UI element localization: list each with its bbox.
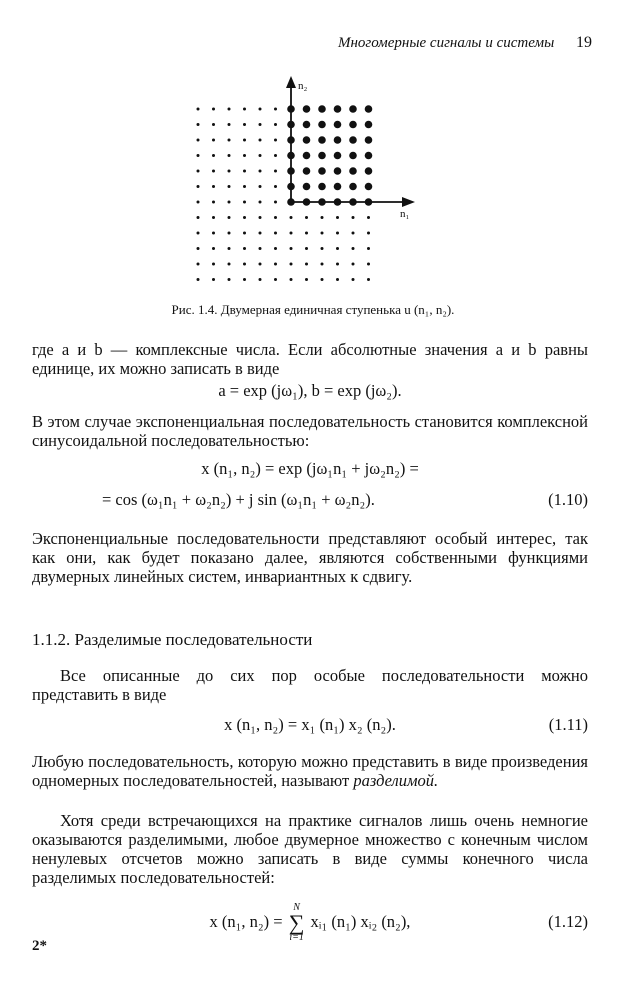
equation-ab-expression: a = exp (jω₁), b = exp (jω₂). xyxy=(218,381,402,400)
summation-sign: ∑ xyxy=(288,910,305,936)
sample-dot-zero xyxy=(228,263,231,266)
sample-dot-zero xyxy=(336,216,339,219)
sample-dot-zero xyxy=(274,123,277,126)
sample-dot-zero xyxy=(352,216,355,219)
sample-dot-one xyxy=(349,136,357,144)
sample-dot-zero xyxy=(228,139,231,142)
sample-dot-zero xyxy=(228,154,231,157)
sample-dot-zero xyxy=(274,201,277,204)
sample-dot-one xyxy=(303,152,311,160)
equation-1-12 xyxy=(32,902,588,942)
sample-dot-zero xyxy=(228,232,231,235)
sample-dot-one xyxy=(349,198,357,206)
sample-dot-one xyxy=(365,198,373,206)
sample-dot-one xyxy=(349,121,357,129)
sample-dot-zero xyxy=(290,247,293,250)
sample-dot-one xyxy=(365,183,373,191)
sample-dot-zero xyxy=(197,263,200,266)
sample-dot-zero xyxy=(197,185,200,188)
sample-dot-zero xyxy=(305,216,308,219)
n1-axis-arrow xyxy=(402,197,415,207)
sample-dot-zero xyxy=(243,263,246,266)
sample-dot-zero xyxy=(274,263,277,266)
n1-axis-label: n₁ xyxy=(400,208,410,220)
sample-dot-zero xyxy=(305,278,308,281)
sample-dot-one xyxy=(349,105,357,113)
sample-dot-one xyxy=(334,167,342,175)
sample-dot-zero xyxy=(243,185,246,188)
sample-dot-zero xyxy=(243,139,246,142)
sample-dot-one xyxy=(318,136,326,144)
sample-dot-zero xyxy=(259,263,262,266)
sample-dot-zero xyxy=(367,232,370,235)
paragraph-text: Любую последовательность, которую можно представить в виде произведения одномерных последовательностей, называют xyxy=(32,752,588,790)
sample-dot-one xyxy=(303,167,311,175)
sample-dot-one xyxy=(318,167,326,175)
sample-dot-zero xyxy=(274,278,277,281)
sample-dot-zero xyxy=(305,263,308,266)
paragraph: Хотя среди встречающихся на практике сигналов лишь очень немногие оказываются разделимыми, любое двумерное множество с конечным числом ненулевых отсчетов можно записать в виде суммы конечного числа разделимых последовательностей: xyxy=(32,811,588,887)
sample-dot-one xyxy=(365,167,373,175)
sample-dot-zero xyxy=(259,232,262,235)
sample-dot-zero xyxy=(321,263,324,266)
sample-dot-zero xyxy=(228,247,231,250)
running-header xyxy=(338,34,592,52)
equation-number: (1.11) xyxy=(548,715,588,734)
sample-dot-zero xyxy=(197,278,200,281)
sample-dot-zero xyxy=(243,108,246,111)
sample-dot-zero xyxy=(290,232,293,235)
sample-dot-zero xyxy=(243,216,246,219)
sample-dot-zero xyxy=(352,247,355,250)
sample-dot-zero xyxy=(259,216,262,219)
sample-dot-zero xyxy=(352,232,355,235)
sample-dot-zero xyxy=(274,216,277,219)
sample-dot-zero xyxy=(212,108,215,111)
sample-dot-one xyxy=(334,198,342,206)
sample-dot-one xyxy=(287,183,295,191)
sample-dot-one xyxy=(365,136,373,144)
sample-dot-zero xyxy=(197,232,200,235)
sample-dot-zero xyxy=(336,232,339,235)
sample-dot-zero xyxy=(243,247,246,250)
sample-dot-one xyxy=(349,183,357,191)
summation xyxy=(289,903,305,943)
sample-dot-one xyxy=(303,121,311,129)
sample-dot-one xyxy=(349,167,357,175)
sample-dot-one xyxy=(365,105,373,113)
sample-dot-zero xyxy=(197,247,200,250)
sample-dot-one xyxy=(334,183,342,191)
sample-dot-zero xyxy=(212,201,215,204)
equation-number: (1.12) xyxy=(548,912,588,931)
sample-dot-zero xyxy=(259,139,262,142)
sample-dot-zero xyxy=(290,263,293,266)
sample-dot-zero xyxy=(321,216,324,219)
n2-axis-label: n₂ xyxy=(298,80,308,92)
sample-dot-zero xyxy=(321,247,324,250)
signature-mark: 2* xyxy=(32,938,47,954)
sample-dot-zero xyxy=(228,278,231,281)
sample-dot-zero xyxy=(197,201,200,204)
equation-1-12-expression xyxy=(32,902,588,943)
sample-dot-zero xyxy=(212,139,215,142)
sample-dot-one xyxy=(318,105,326,113)
sample-dot-one xyxy=(318,183,326,191)
sample-dot-zero xyxy=(212,263,215,266)
sample-dot-one xyxy=(365,121,373,129)
sample-dot-zero xyxy=(336,247,339,250)
sample-dot-one xyxy=(287,167,295,175)
sample-dot-zero xyxy=(352,263,355,266)
sample-dot-zero xyxy=(367,278,370,281)
equation-1-11-expression: x (n₁, n₂) = x₁ (n₁) x₂ (n₂). xyxy=(224,715,396,734)
sample-dot-zero xyxy=(336,263,339,266)
equation-1-12-rhs: xᵢ₁ (n₁) xᵢ₂ (n₂), xyxy=(310,912,411,931)
sample-dot-zero xyxy=(274,108,277,111)
paragraph: Экспоненциальные последовательности представляют особый интерес, так как они, как будет показано далее, являются собственными функциями двумерных линейных систем, инвариантных к сдвигу. xyxy=(32,529,588,586)
sample-dot-zero xyxy=(197,139,200,142)
equation-ab xyxy=(32,380,588,402)
section-heading: 1.1.2. Разделимые последовательности xyxy=(32,630,313,649)
sample-dot-zero xyxy=(259,247,262,250)
paragraph: где a и b — комплексные числа. Если абсолютные значения a и b равны единице, их можно записать в виде xyxy=(32,340,588,378)
sample-dot-zero xyxy=(197,216,200,219)
sample-dot-zero xyxy=(259,108,262,111)
sample-dot-zero xyxy=(259,201,262,204)
sample-dot-one xyxy=(287,121,295,129)
sample-dot-zero xyxy=(321,232,324,235)
sample-dot-one xyxy=(318,152,326,160)
summation-lower-limit: i=1 xyxy=(289,932,304,944)
sample-dot-zero xyxy=(228,170,231,173)
sample-dot-zero xyxy=(212,278,215,281)
sample-dot-zero xyxy=(243,123,246,126)
paragraph: Все описанные до сих пор особые последовательности можно представить в виде xyxy=(32,666,588,704)
sample-dot-one xyxy=(303,136,311,144)
sample-dot-zero xyxy=(197,123,200,126)
sample-dot-zero xyxy=(290,216,293,219)
unit-step-plot xyxy=(190,72,430,290)
sample-dot-zero xyxy=(274,247,277,250)
sample-dot-zero xyxy=(212,247,215,250)
n2-axis-arrow xyxy=(286,76,296,88)
sample-dot-zero xyxy=(259,170,262,173)
sample-dot-zero xyxy=(259,154,262,157)
paragraph: В этом случае экспоненциальная последовательность становится комплексной синусоидальной последовательностью: xyxy=(32,412,588,450)
sample-dot-zero xyxy=(321,278,324,281)
sample-dot-zero xyxy=(243,154,246,157)
sample-dot-one xyxy=(334,105,342,113)
sample-dot-zero xyxy=(243,232,246,235)
summation-upper-limit: N xyxy=(293,902,300,914)
sample-dot-zero xyxy=(243,278,246,281)
sample-dot-zero xyxy=(274,170,277,173)
figure-caption: Рис. 1.4. Двумерная единичная ступенька u (n₁, n₂). xyxy=(171,302,455,317)
sample-dot-zero xyxy=(197,154,200,157)
sample-dot-one xyxy=(303,183,311,191)
sample-dot-zero xyxy=(243,201,246,204)
sample-dot-one xyxy=(287,105,295,113)
sample-dot-one xyxy=(318,198,326,206)
sample-dot-zero xyxy=(228,216,231,219)
sample-dot-zero xyxy=(367,263,370,266)
sample-grid xyxy=(197,105,373,281)
equation-1-10-line1-expression: x (n₁, n₂) = exp (jω₁n₁ + jω₂n₂) = xyxy=(201,459,419,478)
sample-dot-one xyxy=(334,121,342,129)
sample-dot-zero xyxy=(367,216,370,219)
sample-dot-zero xyxy=(352,278,355,281)
sample-dot-zero xyxy=(228,201,231,204)
sample-dot-zero xyxy=(212,232,215,235)
equation-1-12-lhs: x (n₁, n₂) = xyxy=(209,912,283,931)
sample-dot-zero xyxy=(228,108,231,111)
sample-dot-zero xyxy=(212,216,215,219)
equation-1-11 xyxy=(32,714,588,736)
sample-dot-zero xyxy=(259,123,262,126)
running-title: Многомерные сигналы и системы xyxy=(337,35,555,51)
sample-dot-zero xyxy=(212,185,215,188)
equation-1-10-line2-expression: = cos (ω₁n₁ + ω₂n₂) + j sin (ω₁n₁ + ω₂n₂). xyxy=(102,490,375,509)
sample-dot-zero xyxy=(274,232,277,235)
sample-dot-zero xyxy=(212,123,215,126)
page-number: 19 xyxy=(576,34,592,51)
sample-dot-zero xyxy=(290,278,293,281)
sample-dot-one xyxy=(287,136,295,144)
sample-dot-zero xyxy=(274,185,277,188)
sample-dot-zero xyxy=(274,154,277,157)
sample-dot-zero xyxy=(259,278,262,281)
sample-dot-one xyxy=(349,152,357,160)
sample-dot-one xyxy=(318,121,326,129)
sample-dot-zero xyxy=(305,232,308,235)
sample-dot-one xyxy=(287,152,295,160)
equation-1-10-line1 xyxy=(32,458,588,480)
sample-dot-zero xyxy=(274,139,277,142)
sample-dot-one xyxy=(303,105,311,113)
equation-number: (1.10) xyxy=(548,490,588,509)
paragraph xyxy=(32,752,588,790)
equation-1-10-line2 xyxy=(32,489,588,511)
sample-dot-zero xyxy=(243,170,246,173)
sample-dot-zero xyxy=(228,123,231,126)
sample-dot-zero xyxy=(212,154,215,157)
sample-dot-one xyxy=(334,152,342,160)
sample-dot-one xyxy=(334,136,342,144)
sample-dot-zero xyxy=(197,170,200,173)
sample-dot-one xyxy=(365,152,373,160)
sample-dot-zero xyxy=(305,247,308,250)
unit-step-figure xyxy=(190,72,430,290)
defined-term: разделимой. xyxy=(353,771,439,790)
sample-dot-one xyxy=(287,198,295,206)
sample-dot-zero xyxy=(367,247,370,250)
sample-dot-zero xyxy=(259,185,262,188)
sample-dot-one xyxy=(303,198,311,206)
sample-dot-zero xyxy=(197,108,200,111)
sample-dot-zero xyxy=(228,185,231,188)
sample-dot-zero xyxy=(212,170,215,173)
sample-dot-zero xyxy=(336,278,339,281)
